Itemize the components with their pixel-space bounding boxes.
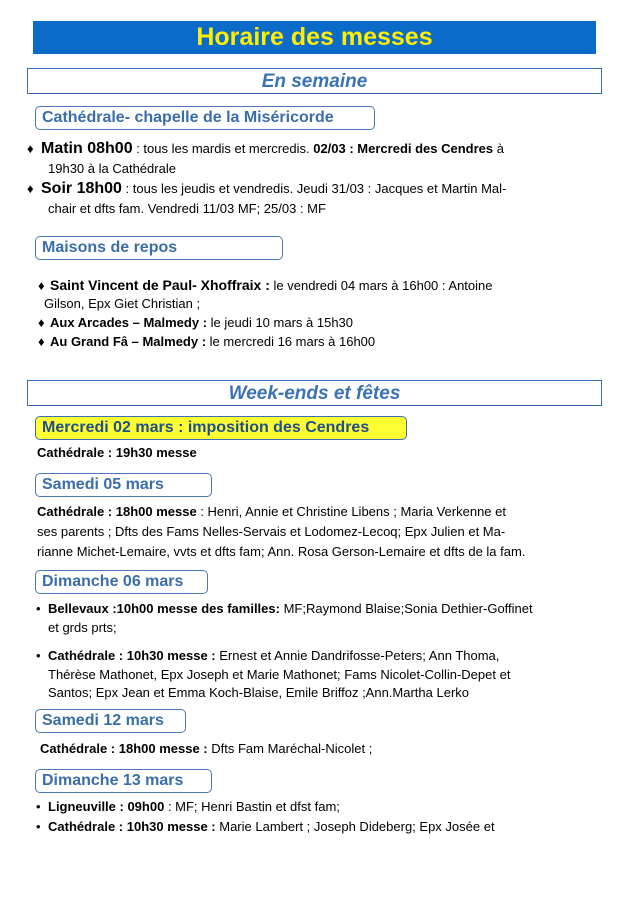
repos-item-text: le mercredi 16 mars à 16h00 xyxy=(206,334,376,349)
soir-text: : tous les jeudis et vendredis. Jeudi 31/03 : Jacques et Martin Mal- xyxy=(121,181,507,196)
samedi-05-line-2: ses parents ; Dfts des Fams Nelles-Servais et Lodomez-Lecoq; Epx Julien et Ma- xyxy=(37,524,506,539)
diamond-bullet-icon: ♦ xyxy=(38,334,45,349)
soir-label: Soir 18h00 xyxy=(41,180,122,197)
repos-item-1 xyxy=(38,276,493,295)
repos-item-2 xyxy=(38,314,353,332)
bellevaux-line-1 xyxy=(36,600,533,618)
matin-line-2: 19h30 à la Cathédrale xyxy=(48,161,176,176)
samedi-12-label: Cathédrale : 18h00 messe : xyxy=(40,741,208,756)
dot-bullet-icon: • xyxy=(36,819,41,834)
bellevaux-text: MF;Raymond Blaise;Sonia Dethier-Goffinet xyxy=(279,601,533,616)
cathedrale-06-label: Cathédrale : 10h30 messe : xyxy=(48,648,216,663)
dot-bullet-icon: • xyxy=(36,601,41,616)
matin-line-1 xyxy=(27,140,504,158)
ligneuville-line xyxy=(36,798,340,816)
subhead-mercredi: Mercredi 02 mars : imposition des Cendres xyxy=(35,416,407,440)
ligneuville-label: Ligneuville : 09h00 xyxy=(48,799,165,814)
subhead-chapel: Cathédrale- chapelle de la Miséricorde xyxy=(35,106,375,130)
diamond-bullet-icon: ♦ xyxy=(38,315,45,330)
repos-item-label: Saint Vincent de Paul- Xhoffraix : xyxy=(50,277,270,293)
dot-bullet-icon: • xyxy=(36,799,41,814)
ligneuville-text: : MF; Henri Bastin et dfst fam; xyxy=(164,799,340,814)
samedi-12-text: Dfts Fam Maréchal-Nicolet ; xyxy=(207,741,373,756)
mercredi-line: Cathédrale : 19h30 messe xyxy=(37,445,197,460)
subhead-samedi-12: Samedi 12 mars xyxy=(35,709,186,733)
samedi-05-line-3: rianne Michet-Lemaire, vvts et dfts fam; Ann. Rosa Gerson-Lemaire et dfts de la fam. xyxy=(37,544,526,559)
samedi-05-label: Cathédrale : 18h00 messe xyxy=(37,504,197,519)
matin-label: Matin 08h00 xyxy=(41,140,133,157)
cathedrale-06-text: Ernest et Annie Dandrifosse-Peters; Ann Thoma, xyxy=(215,648,500,663)
samedi-05-text: : Henri, Annie et Christine Libens ; Maria Verkenne et xyxy=(196,504,506,519)
subhead-samedi-05: Samedi 05 mars xyxy=(35,473,212,497)
bellevaux-line-2: et grds prts; xyxy=(48,620,117,635)
soir-line-1 xyxy=(27,180,506,198)
diamond-bullet-icon: ♦ xyxy=(38,278,45,293)
diamond-bullet-icon: ♦ xyxy=(27,141,34,156)
page-title: Horaire des messes xyxy=(33,21,596,54)
cathedrale-06-line-2: Thérèse Mathonet, Epx Joseph et Marie Mathonet; Fams Nicolet-Collin-Depet et xyxy=(48,667,511,682)
cathedrale-06-line-1 xyxy=(36,647,499,665)
matin-bold: 02/03 : Mercredi des Cendres xyxy=(313,141,494,156)
soir-line-2: chair et dfts fam. Vendredi 11/03 MF; 25/03 : MF xyxy=(48,201,326,216)
repos-item-3 xyxy=(38,333,375,351)
bellevaux-label: Bellevaux :10h00 messe des familles: xyxy=(48,601,280,616)
dot-bullet-icon: • xyxy=(36,648,41,663)
repos-item-label: Aux Arcades – Malmedy : xyxy=(50,315,208,330)
repos-item-text: le jeudi 10 mars à 15h30 xyxy=(207,315,354,330)
subhead-repos: Maisons de repos xyxy=(35,236,283,260)
section-header-semaine: En semaine xyxy=(27,68,602,94)
cathedrale-06-line-3: Santos; Epx Jean et Emma Koch-Blaise, Emile Briffoz ;Ann.Martha Lerko xyxy=(48,685,470,700)
repos-item-label: Au Grand Fâ – Malmedy : xyxy=(50,334,207,349)
repos-item-1-line-2: Gilson, Epx Giet Christian ; xyxy=(44,296,201,311)
subhead-dimanche-06: Dimanche 06 mars xyxy=(35,570,208,594)
diamond-bullet-icon: ♦ xyxy=(27,181,34,196)
cathedrale-13-line xyxy=(36,818,495,836)
subhead-dimanche-13: Dimanche 13 mars xyxy=(35,769,212,793)
repos-item-text: le vendredi 04 mars à 16h00 : Antoine xyxy=(269,278,493,293)
matin-text: : tous les mardis et mercredis. xyxy=(132,141,314,156)
cathedrale-13-label: Cathédrale : 10h30 messe : xyxy=(48,819,216,834)
section-header-weekend: Week-ends et fêtes xyxy=(27,380,602,406)
matin-text-b: à xyxy=(493,141,504,156)
cathedrale-13-text: Marie Lambert ; Joseph Dideberg; Epx Josée et xyxy=(215,819,495,834)
samedi-12-line xyxy=(40,740,372,758)
samedi-05-line-1 xyxy=(37,503,506,521)
